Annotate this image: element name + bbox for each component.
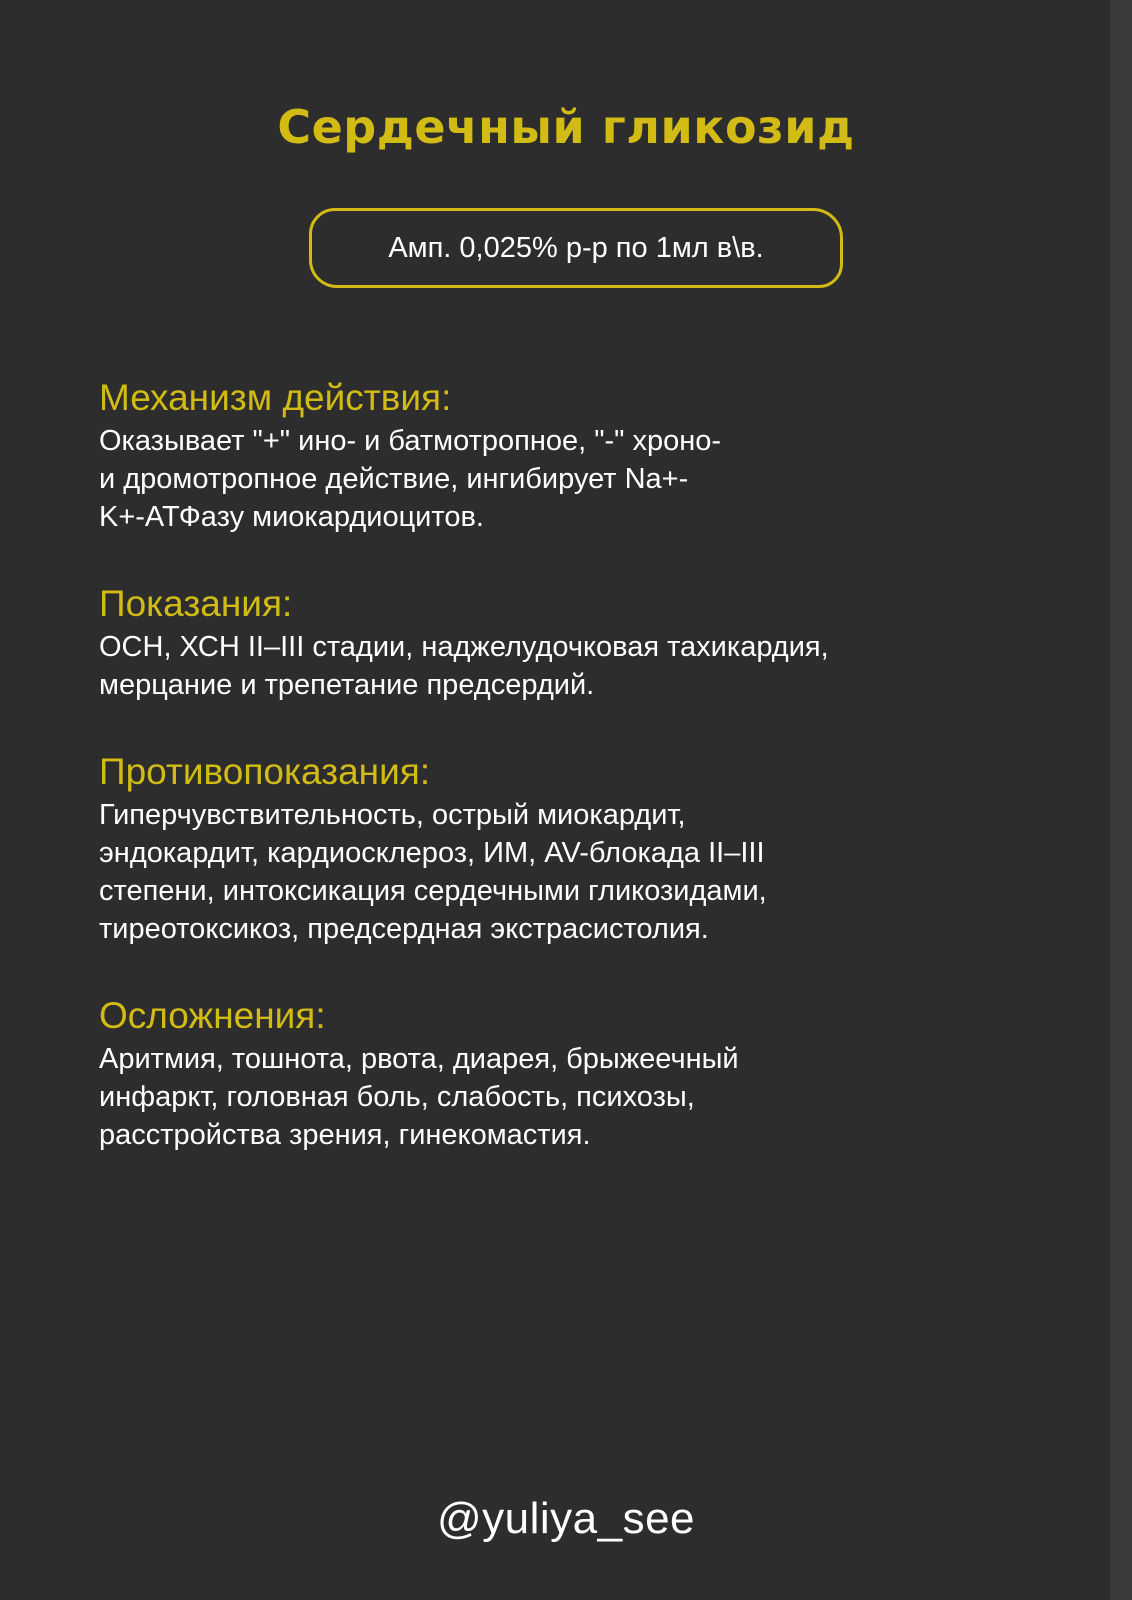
content xyxy=(99,374,999,1198)
section-heading: Противопоказания: xyxy=(99,751,431,792)
section-text-line: Гиперчувствительность, острый миокардит, xyxy=(99,799,686,831)
section-contraindications xyxy=(99,748,999,948)
section-complications xyxy=(99,992,999,1154)
section-text-line: расстройства зрения, гинекомастия. xyxy=(99,1119,591,1151)
section-text-line: K+-АТФазу миокардиоцитов. xyxy=(99,501,484,533)
dose-box xyxy=(309,208,843,288)
section-text-line: Аритмия, тошнота, рвота, диарея, брыжеечный xyxy=(99,1043,739,1075)
section-text-line: ОСН, ХСН II–III стадии, наджелудочковая тахикардия, xyxy=(99,631,829,663)
section-text-line: Оказывает "+" ино- и батмотропное, "-" хроно- xyxy=(99,425,722,457)
section-text-line: эндокардит, кардиосклероз, ИМ, AV-блокада II–III xyxy=(99,837,765,869)
right-edge-strip xyxy=(1110,0,1132,1600)
section-text-line: инфаркт, головная боль, слабость, психозы, xyxy=(99,1081,695,1113)
section-text-line: мерцание и трепетание предсердий. xyxy=(99,669,595,701)
author-handle: @yuliya_see xyxy=(436,1494,696,1543)
section-mechanism xyxy=(99,374,999,536)
section-text-line: тиреотоксикоз, предсердная экстрасистолия. xyxy=(99,913,709,945)
section-text-line: степени, интоксикация сердечными гликозидами, xyxy=(99,875,767,907)
dose-text: Амп. 0,025% р-р по 1мл в\в. xyxy=(388,231,764,264)
section-heading: Осложнения: xyxy=(99,995,326,1036)
section-text-line: и дромотропное действие, ингибирует Na+- xyxy=(99,463,689,495)
section-heading: Показания: xyxy=(99,583,293,624)
section-indications xyxy=(99,580,999,704)
section-heading: Механизм действия: xyxy=(99,377,452,418)
page-title: Сердечный гликозид xyxy=(277,100,855,154)
